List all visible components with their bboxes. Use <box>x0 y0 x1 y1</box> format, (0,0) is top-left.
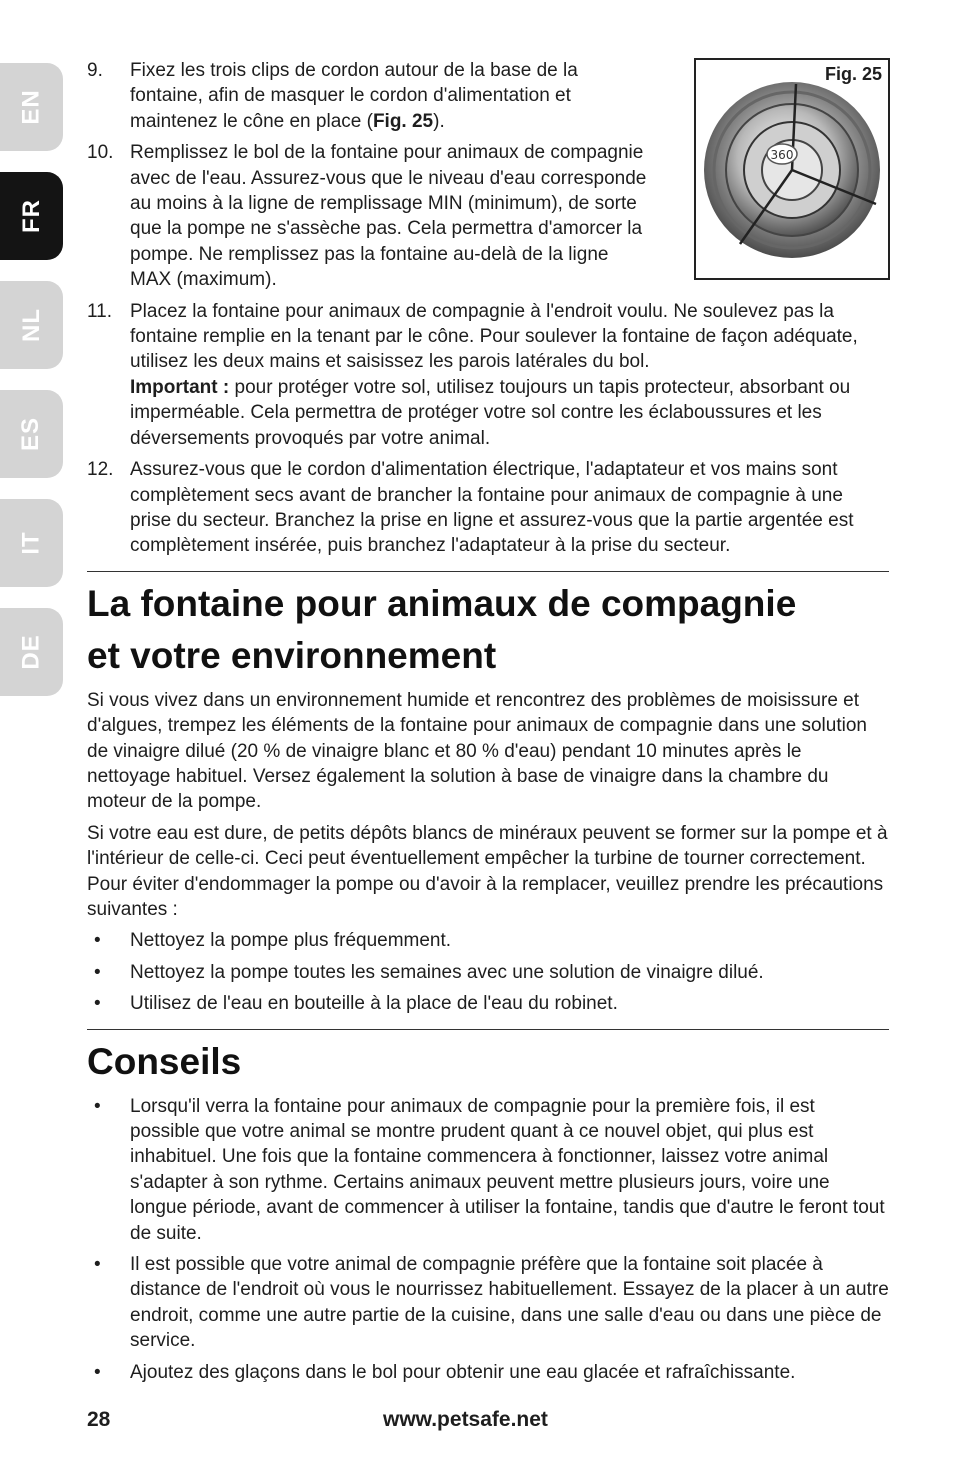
environment-paragraph-1: Si vous vivez dans un environnement humide et rencontrez des problèmes de moisissure et d'algues, trempez les éléments de la fontaine pour animaux de compagnie dans une solution de vinaigre dilué (20 % de vinaigre blanc et 80 % d'eau) pendant 10 minutes après le nettoyage habituel. Versez également la solution à base de vinaigre dans la chambre du moteur de la pompe. <box>87 689 867 813</box>
tab-es[interactable] <box>0 390 63 478</box>
list-item <box>87 991 889 1016</box>
list-item <box>87 1094 889 1246</box>
tab-fr[interactable] <box>0 172 63 260</box>
bullet-icon: • <box>94 961 101 983</box>
step-9 <box>87 58 650 134</box>
bullet-icon: • <box>94 993 101 1015</box>
list-item <box>87 960 889 985</box>
tab-en[interactable] <box>0 63 63 151</box>
list-item <box>87 928 889 953</box>
tab-it[interactable] <box>0 499 63 587</box>
important-text: pour protéger votre sol, utilisez toujours un tapis protecteur, absorbant ou imperméable. Cela permettra de protéger votre sol contre les éclaboussures et les déversements provoqués par votre animal. <box>130 376 851 449</box>
important-label: Important : <box>130 376 230 398</box>
list-item-text: Nettoyez la pompe toutes les semaines avec une solution de vinaigre dilué. <box>130 961 764 983</box>
tab-fr-label: FR <box>17 199 45 233</box>
tab-de-label: DE <box>17 634 45 670</box>
website-link[interactable]: www.petsafe.net <box>383 1408 548 1431</box>
step-11 <box>87 299 889 451</box>
step-number: 9. <box>87 60 103 81</box>
list-item <box>87 1360 889 1385</box>
list-item <box>87 1252 889 1354</box>
list-item-text: Ajoutez des glaçons dans le bol pour obtenir une eau glacée et rafraîchissante. <box>130 1361 796 1383</box>
list-item-text: Il est possible que votre animal de compagnie préfère que la fontaine soit placée à distance de l'endroit où vous le nourrissez habituellement. Essayez de la placer à un autre endroit, comme une autre partie de la cuisine, dans une salle d'eau ou dans une pièce de service. <box>130 1254 889 1352</box>
step-text: Remplissez le bol de la fontaine pour animaux de compagnie avec de l'eau. Assurez-vous que le niveau d'eau corresponde au moins à la ligne de remplissage MIN (minimum), de sorte que la pompe ne s'assèche pas. Cela permettra d'amorcer la pompe. Ne remplissez pas la fontaine au-delà de la ligne MAX (maximum). <box>130 142 647 291</box>
tab-es-label: ES <box>17 416 45 452</box>
list-item-text: Nettoyez la pompe plus fréquemment. <box>130 930 452 952</box>
step-text-end: ). <box>433 110 445 132</box>
step-number: 10. <box>87 142 114 164</box>
page-content <box>87 58 889 1391</box>
bullet-icon: • <box>94 930 101 952</box>
fountain-logo-text: 360 <box>770 148 794 162</box>
section-title-environment <box>87 578 889 682</box>
bullet-icon: • <box>94 1361 101 1383</box>
list-item-text: Utilisez de l'eau en bouteille à la place de l'eau du robinet. <box>130 993 618 1015</box>
step-number: 11. <box>87 300 113 322</box>
tab-nl-label: NL <box>17 308 45 342</box>
section-title-line-1: La fontaine pour animaux de compagnie <box>87 582 797 624</box>
section-divider <box>87 571 889 572</box>
list-item-text: Lorsqu'il verra la fontaine pour animaux de compagnie pour la première fois, il est possible que votre animal se montre prudent quant à ce nouvel objet, qui plus est inhabituel. Une fois que la fontaine commencera à fonctionner, laissez votre animal s'adapter à son rythme. Certains animaux peuvent mettre plusieurs jours, voire une longue période, avant de commencer à utiliser la fontaine, tandis que d'autre le feront tout de suite. <box>130 1095 885 1244</box>
step-text: Fixez les trois clips de cordon autour de la base de la fontaine, afin de masquer le cordon d'alimentation et maintenez le cône en place ( <box>130 60 578 132</box>
tab-it-label: IT <box>17 531 45 555</box>
step-text: Placez la fontaine pour animaux de compagnie à l'endroit voulu. Ne soulevez pas la fontaine remplie en la tenant par le cône. Pour soulever la fontaine de façon adéquate, utilisez les deux mains et saisissez les parois latérales du bol. <box>130 300 858 373</box>
environment-paragraph-2: Si votre eau est dure, de petits dépôts blancs de minéraux peuvent se former sur la pompe et à l'intérieur de celle-ci. Ceci peut éventuellement empêcher la turbine de tourner correctement. Pour éviter d'endommager la pompe ou d'avoir à la remplacer, veuillez prendre les précautions suivantes : <box>87 822 888 920</box>
bullet-icon: • <box>94 1254 101 1276</box>
section-title-line-2: et votre environnement <box>87 634 497 676</box>
figure-reference: Fig. 25 <box>372 110 434 132</box>
step-text: Assurez-vous que le cordon d'alimentation électrique, l'adaptateur et vos mains sont complètement secs avant de brancher la fontaine pour animaux de compagnie à une prise du secteur. Branchez la prise en ligne et assurez-vous que la partie argentée est complètement insérée, puis branchez l'adaptateur à la prise du secteur. <box>130 459 854 557</box>
figure-label: Fig. 25 <box>824 64 882 84</box>
tab-nl[interactable] <box>0 281 63 369</box>
step-12 <box>87 457 889 559</box>
section-divider <box>87 1029 889 1030</box>
page-number: 28 <box>87 1408 111 1431</box>
section-title-conseils: Conseils <box>87 1040 242 1082</box>
step-10 <box>87 140 650 292</box>
tab-en-label: EN <box>17 89 45 125</box>
tab-de[interactable] <box>0 608 63 696</box>
bullet-icon: • <box>94 1095 101 1117</box>
step-number: 12. <box>87 459 114 481</box>
